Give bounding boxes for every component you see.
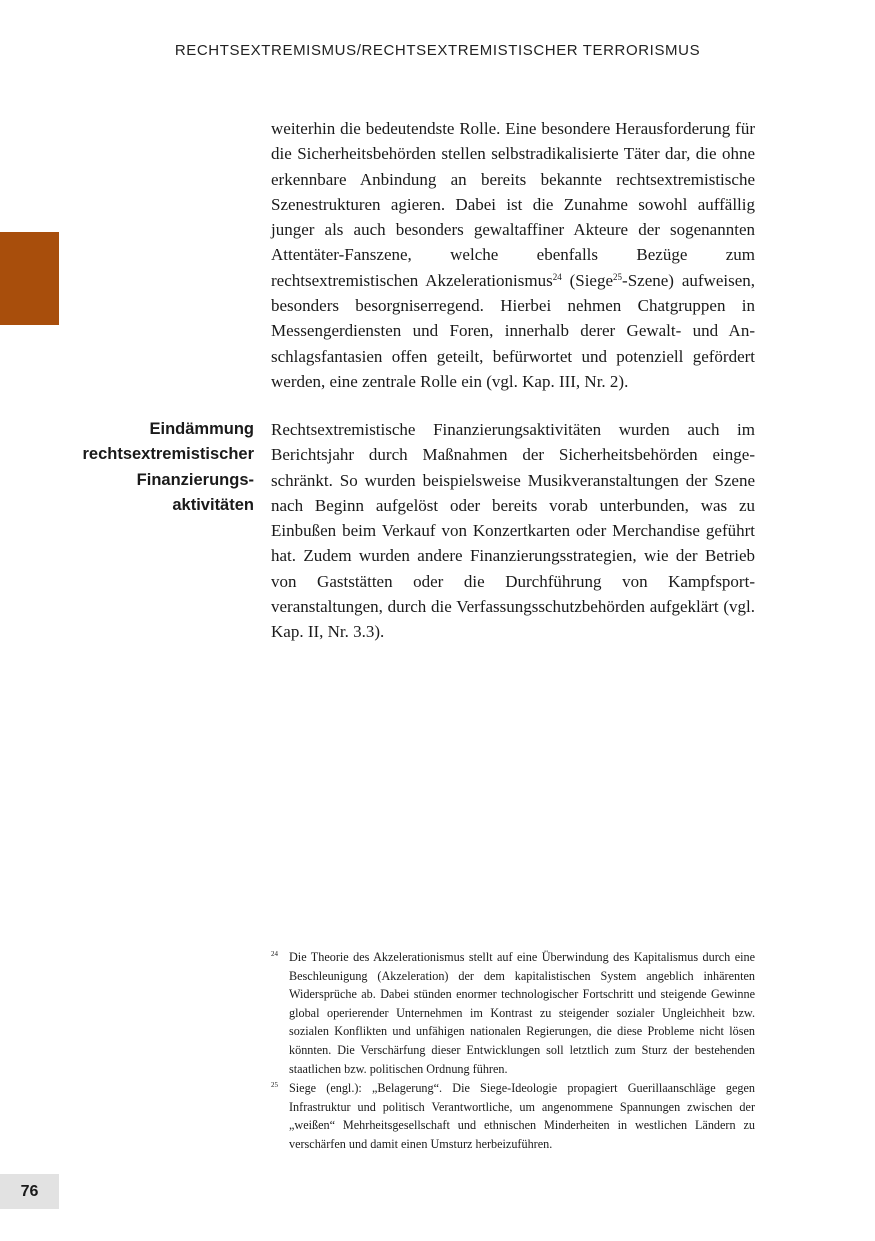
side-heading-line: rechtsextremistischer: [82, 445, 254, 464]
paragraph-text: (Siege: [561, 270, 614, 290]
chapter-tab-marker: [0, 232, 59, 325]
footnote: [271, 1079, 755, 1153]
section-side-heading: [60, 417, 254, 518]
body-paragraph-2: [271, 417, 755, 645]
paragraph-text: -Szene) aufweisen, besonders besorgniserregend. Hierbei nehmen Chatgruppen in Messengerdiensten und Foren, innerhalb derer Gewalt- und Anschlagsfantasien offen geteilt, befürwortet und potenziell gefördert werden, eine zentrale Rolle ein (vgl. Kap. III, Nr. 2).: [271, 270, 755, 391]
body-paragraph-1: [271, 116, 755, 394]
paragraph-text: weiterhin die bedeutendste Rolle. Eine besondere Herausforderung für die Sicherheitsbehörden stellen selbstradikalisierte Täter dar, die ohne erkennbare Anbindung an bereits bekannte rechtsextremistische Szenestrukturen agieren. Dabei ist die Zunahme sowohl auffällig junger als auch besonders gewaltaffiner Akteure der sogenannten Attentäter-Fanszene, welche ebenfalls Bezüge zum rechtsextremistischen Akzelerationismus: [271, 119, 755, 290]
paragraph-text: Rechtsextremistische Finanzierungsaktivitäten wurden auch im Berichtsjahr durch Maßnahmen der Sicherheitsbehörden eingeschränkt. So wurden beispielsweise Musikveranstaltungen der Szene nach Beginn aufgelöst oder bereits vorab unterbunden, was zu Einbußen beim Verkauf von Konzertkarten oder Merchandise geführt hat. Zudem wurden andere Finanzierungsstrategien, wie der Betrieb von Gaststätten oder die Durchführung von Kampfsportveranstaltungen, durch die Verfassungsschutzbehörden aufgeklärt (vgl. Kap. II, Nr. 3.3).: [271, 420, 755, 642]
footnote-number: 25: [271, 1081, 278, 1090]
footnote-text: Siege (engl.): „Belagerung“. Die Siege-Ideologie propagiert Guerillaanschläge gegen Infrastruktur und politisch Verantwortliche, um angenommene Spannungen zwischen der „weißen“ Mehrheitsgesellschaft und ethnischen Minderheiten in westlichen Ländern zu verschärfen und damit einen Umsturz herbeizuführen.: [289, 1081, 755, 1151]
side-heading-line: aktivitäten: [172, 495, 254, 514]
footnote-reference[interactable]: 25: [613, 271, 623, 282]
running-header: RECHTSEXTREMISMUS/RECHTSEXTREMISTISCHER TERRORISMUS: [174, 42, 701, 59]
side-heading-line: Finanzierungs-: [136, 470, 254, 489]
footnote-reference[interactable]: 24: [552, 271, 562, 282]
footnote-text: Die Theorie des Akzelerationismus stellt auf eine Überwindung des Kapitalismus durch eine Beschleunigung (Akzeleration) der dem kapitalistischen System angeblich inhärenten Widersprüche ab. Dabei stünden enormer technologischer Fortschritt und steigende Gewinne global operierender Unternehmen im Kontrast zu steigender sozialer Ungleichheit bzw. sozialen Konflikten und unfähigen nationalen Regierungen, die diese Probleme nicht lösen könnten. Die Verschärfung dieser Entwicklungen soll letztlich zum Sturz der bestehenden staatlichen bzw. politischen Ordnung führen.: [289, 950, 755, 1076]
side-heading-line: Eindämmung: [149, 420, 254, 438]
footnote: [271, 948, 755, 1078]
footnotes: [271, 948, 755, 1155]
page-number: 76: [0, 1174, 59, 1209]
footnote-number: 24: [271, 950, 278, 958]
